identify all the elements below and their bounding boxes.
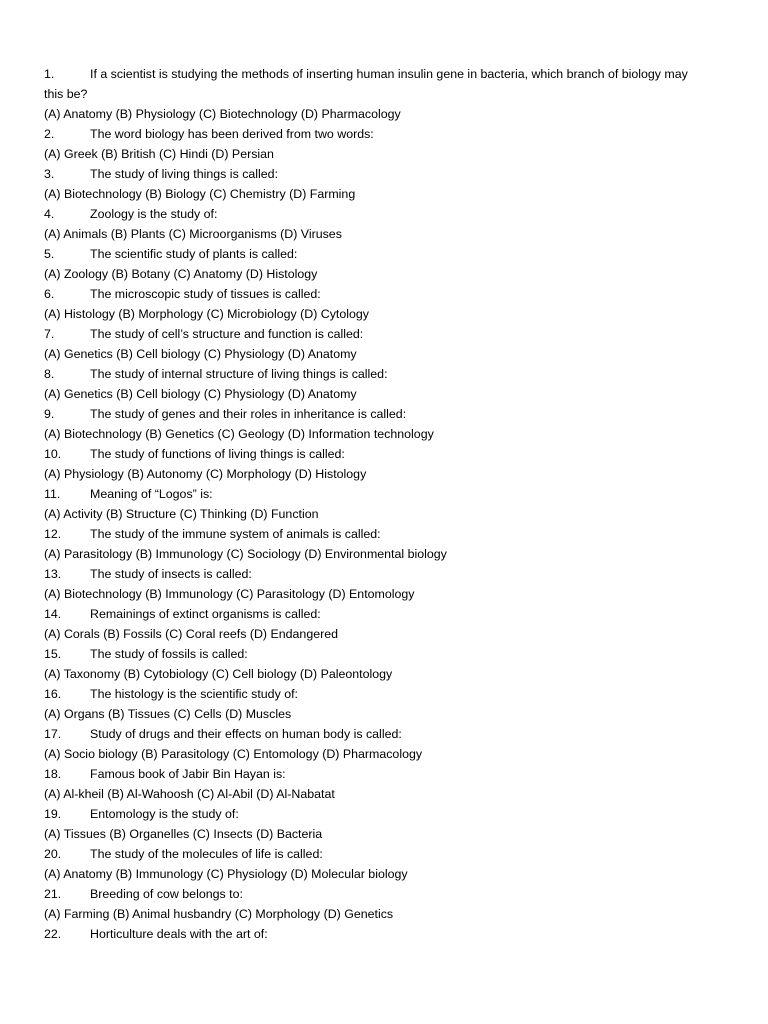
question-text: Horticulture deals with the art of: (90, 927, 268, 941)
answer-options: (A) Biotechnology (B) Immunology (C) Parasitology (D) Entomology (44, 587, 415, 601)
question-12 (44, 524, 738, 564)
question-line (44, 484, 738, 504)
answer-options: (A) Genetics (B) Cell biology (C) Physiology (D) Anatomy (44, 347, 357, 361)
answer-options: (A) Greek (B) British (C) Hindi (D) Persian (44, 147, 274, 161)
answer-options: (A) Genetics (B) Cell biology (C) Physiology (D) Anatomy (44, 387, 357, 401)
question-17 (44, 724, 738, 764)
question-number: 10. (44, 447, 62, 461)
question-21 (44, 884, 738, 924)
answer-options: (A) Organs (B) Tissues (C) Cells (D) Muscles (44, 707, 292, 721)
question-number: 5. (44, 247, 55, 261)
answer-options: (A) Corals (B) Fossils (C) Coral reefs (D) Endangered (44, 627, 339, 641)
question-line (44, 64, 738, 84)
answer-options: (A) Al-kheil (B) Al-Wahoosh (C) Al-Abil (D) Al-Nabatat (44, 787, 335, 801)
question-text: The word biology has been derived from two words: (90, 127, 374, 141)
question-number: 18. (44, 767, 62, 781)
question-text: Zoology is the study of: (90, 207, 218, 221)
question-text: The study of internal structure of living things is called: (90, 367, 388, 381)
question-number: 20. (44, 847, 62, 861)
question-number: 12. (44, 527, 62, 541)
question-line (44, 164, 738, 184)
question-number: 13. (44, 567, 62, 581)
question-text: Entomology is the study of: (90, 807, 239, 821)
question-line (44, 324, 738, 344)
question-text: Study of drugs and their effects on human body is called: (90, 727, 402, 741)
question-22 (44, 924, 738, 944)
question-text: Famous book of Jabir Bin Hayan is: (90, 767, 286, 781)
question-line (44, 284, 738, 304)
question-text: The microscopic study of tissues is called: (90, 287, 321, 301)
question-1 (44, 64, 738, 124)
question-20 (44, 844, 738, 884)
question-number: 8. (44, 367, 55, 381)
question-number: 3. (44, 167, 55, 181)
question-line (44, 724, 738, 744)
question-number: 11. (44, 487, 61, 501)
question-text: If a scientist is studying the methods of inserting human insulin gene in bacteria, which branch of biology may (90, 67, 688, 81)
question-text: The study of genes and their roles in inheritance is called: (90, 407, 407, 421)
question-8 (44, 364, 738, 404)
answer-options: (A) Biotechnology (B) Biology (C) Chemistry (D) Farming (44, 187, 356, 201)
question-line (44, 124, 738, 144)
question-number: 14. (44, 607, 62, 621)
question-number: 22. (44, 927, 62, 941)
question-text-continuation: this be? (44, 87, 88, 101)
question-text: Meaning of “Logos” is: (90, 487, 213, 501)
question-number: 2. (44, 127, 55, 141)
question-line (44, 444, 738, 464)
question-line (44, 804, 738, 824)
answer-options: (A) Biotechnology (B) Genetics (C) Geology (D) Information technology (44, 427, 434, 441)
answer-options: (A) Taxonomy (B) Cytobiology (C) Cell biology (D) Paleontology (44, 667, 393, 681)
question-text: Breeding of cow belongs to: (90, 887, 243, 901)
answer-options: (A) Physiology (B) Autonomy (C) Morphology (D) Histology (44, 467, 367, 481)
question-line (44, 884, 738, 904)
question-number: 4. (44, 207, 55, 221)
question-text: The study of functions of living things is called: (90, 447, 345, 461)
question-number: 16. (44, 687, 62, 701)
question-15 (44, 644, 738, 684)
question-line (44, 204, 738, 224)
question-line (44, 524, 738, 544)
question-number: 6. (44, 287, 55, 301)
question-text: The scientific study of plants is called: (90, 247, 298, 261)
question-line (44, 684, 738, 704)
question-line (44, 844, 738, 864)
answer-options: (A) Histology (B) Morphology (C) Microbiology (D) Cytology (44, 307, 369, 321)
question-number: 15. (44, 647, 62, 661)
question-line (44, 604, 738, 624)
question-5 (44, 244, 738, 284)
question-18 (44, 764, 738, 804)
question-number: 19. (44, 807, 62, 821)
question-14 (44, 604, 738, 644)
answer-options: (A) Zoology (B) Botany (C) Anatomy (D) Histology (44, 267, 318, 281)
answer-options: (A) Animals (B) Plants (C) Microorganisms (D) Viruses (44, 227, 342, 241)
question-11 (44, 484, 738, 524)
question-9 (44, 404, 738, 444)
question-text: Remainings of extinct organisms is called: (90, 607, 321, 621)
answer-options: (A) Anatomy (B) Immunology (C) Physiology (D) Molecular biology (44, 867, 408, 881)
answer-options: (A) Socio biology (B) Parasitology (C) Entomology (D) Pharmacology (44, 747, 423, 761)
question-text: The study of living things is called: (90, 167, 279, 181)
answer-options: (A) Tissues (B) Organelles (C) Insects (D) Bacteria (44, 827, 323, 841)
question-number: 21. (44, 887, 62, 901)
question-6 (44, 284, 738, 324)
answer-options: (A) Farming (B) Animal husbandry (C) Morphology (D) Genetics (44, 907, 394, 921)
question-text: The study of the immune system of animals is called: (90, 527, 381, 541)
question-7 (44, 324, 738, 364)
question-number: 7. (44, 327, 55, 341)
question-2 (44, 124, 738, 164)
question-line (44, 764, 738, 784)
question-13 (44, 564, 738, 604)
question-line (44, 564, 738, 584)
question-text: The study of insects is called: (90, 567, 252, 581)
answer-options: (A) Anatomy (B) Physiology (C) Biotechnology (D) Pharmacology (44, 107, 401, 121)
question-4 (44, 204, 738, 244)
question-number: 9. (44, 407, 55, 421)
answer-options: (A) Activity (B) Structure (C) Thinking (D) Function (44, 507, 319, 521)
question-10 (44, 444, 738, 484)
answer-options: (A) Parasitology (B) Immunology (C) Sociology (D) Environmental biology (44, 547, 447, 561)
question-text: The study of cell’s structure and function is called: (90, 327, 364, 341)
question-line (44, 244, 738, 264)
question-text: The study of fossils is called: (90, 647, 248, 661)
question-19 (44, 804, 738, 844)
question-line (44, 364, 738, 384)
question-text: The histology is the scientific study of: (90, 687, 298, 701)
question-text: The study of the molecules of life is called: (90, 847, 323, 861)
question-line (44, 924, 738, 944)
question-16 (44, 684, 738, 724)
question-line (44, 404, 738, 424)
question-number: 1. (44, 67, 55, 81)
question-number: 17. (44, 727, 62, 741)
question-line (44, 644, 738, 664)
question-3 (44, 164, 738, 204)
